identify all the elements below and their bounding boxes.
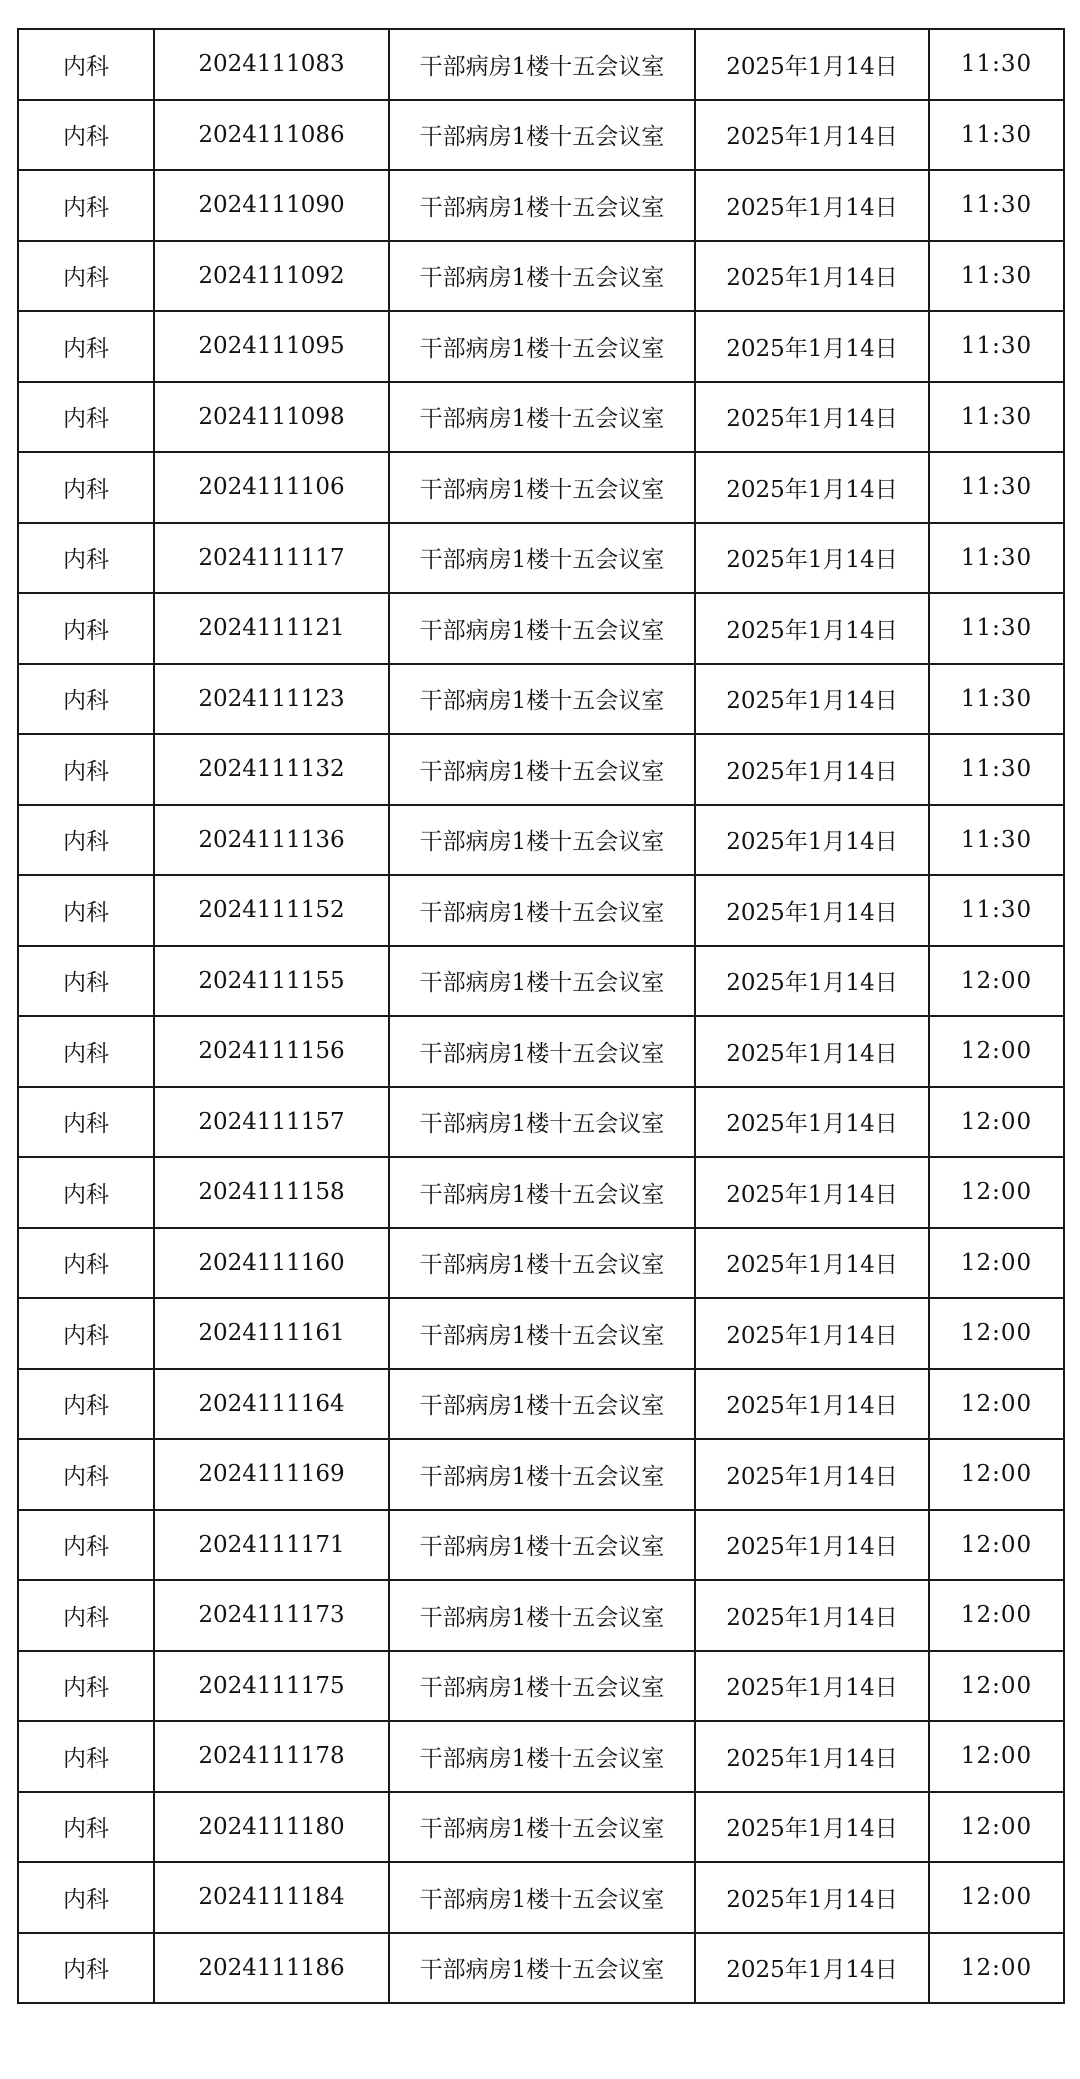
time-cell: 11:30 [929, 593, 1064, 664]
candidate-id-cell: 2024111090 [154, 170, 389, 241]
date-cell: 2025年1月14日 [695, 805, 929, 876]
time-cell: 11:30 [929, 523, 1064, 594]
candidate-id-cell: 2024111186 [154, 1933, 389, 2004]
department-cell: 内科 [18, 734, 154, 805]
candidate-id-cell: 2024111164 [154, 1369, 389, 1440]
candidate-id-cell: 2024111117 [154, 523, 389, 594]
table-row [18, 875, 1064, 946]
department-cell: 内科 [18, 1369, 154, 1440]
date-cell: 2025年1月14日 [695, 1792, 929, 1863]
department-cell: 内科 [18, 664, 154, 735]
table-row [18, 29, 1064, 100]
candidate-id-cell: 2024111132 [154, 734, 389, 805]
table-row [18, 946, 1064, 1017]
location-cell: 干部病房1楼十五会议室 [389, 170, 695, 241]
time-cell: 12:00 [929, 1439, 1064, 1510]
table-row [18, 1298, 1064, 1369]
date-cell: 2025年1月14日 [695, 241, 929, 312]
candidate-id-cell: 2024111169 [154, 1439, 389, 1510]
date-cell: 2025年1月14日 [695, 734, 929, 805]
candidate-id-cell: 2024111086 [154, 100, 389, 171]
table-body [18, 29, 1064, 2003]
candidate-id-cell: 2024111156 [154, 1016, 389, 1087]
department-cell: 内科 [18, 382, 154, 453]
table-row [18, 1792, 1064, 1863]
time-cell: 12:00 [929, 1721, 1064, 1792]
department-cell: 内科 [18, 593, 154, 664]
date-cell: 2025年1月14日 [695, 100, 929, 171]
location-cell: 干部病房1楼十五会议室 [389, 1651, 695, 1722]
table-row [18, 100, 1064, 171]
date-cell: 2025年1月14日 [695, 1369, 929, 1440]
time-cell: 11:30 [929, 100, 1064, 171]
time-cell: 11:30 [929, 170, 1064, 241]
candidate-id-cell: 2024111152 [154, 875, 389, 946]
location-cell: 干部病房1楼十五会议室 [389, 1369, 695, 1440]
date-cell: 2025年1月14日 [695, 523, 929, 594]
table-row [18, 1651, 1064, 1722]
location-cell: 干部病房1楼十五会议室 [389, 593, 695, 664]
date-cell: 2025年1月14日 [695, 1087, 929, 1158]
location-cell: 干部病房1楼十五会议室 [389, 805, 695, 876]
location-cell: 干部病房1楼十五会议室 [389, 664, 695, 735]
table-row [18, 1369, 1064, 1440]
date-cell: 2025年1月14日 [695, 1228, 929, 1299]
time-cell: 12:00 [929, 1651, 1064, 1722]
date-cell: 2025年1月14日 [695, 946, 929, 1017]
time-cell: 12:00 [929, 1157, 1064, 1228]
location-cell: 干部病房1楼十五会议室 [389, 523, 695, 594]
time-cell: 11:30 [929, 734, 1064, 805]
time-cell: 12:00 [929, 1862, 1064, 1933]
candidate-id-cell: 2024111178 [154, 1721, 389, 1792]
table-row [18, 382, 1064, 453]
candidate-id-cell: 2024111171 [154, 1510, 389, 1581]
department-cell: 内科 [18, 1228, 154, 1299]
date-cell: 2025年1月14日 [695, 593, 929, 664]
date-cell: 2025年1月14日 [695, 1721, 929, 1792]
department-cell: 内科 [18, 1439, 154, 1510]
location-cell: 干部病房1楼十五会议室 [389, 1228, 695, 1299]
department-cell: 内科 [18, 1298, 154, 1369]
department-cell: 内科 [18, 1792, 154, 1863]
department-cell: 内科 [18, 1087, 154, 1158]
candidate-id-cell: 2024111106 [154, 452, 389, 523]
candidate-id-cell: 2024111095 [154, 311, 389, 382]
location-cell: 干部病房1楼十五会议室 [389, 1510, 695, 1581]
time-cell: 11:30 [929, 382, 1064, 453]
candidate-id-cell: 2024111161 [154, 1298, 389, 1369]
date-cell: 2025年1月14日 [695, 170, 929, 241]
table-row [18, 593, 1064, 664]
location-cell: 干部病房1楼十五会议室 [389, 1933, 695, 2004]
time-cell: 12:00 [929, 1016, 1064, 1087]
time-cell: 12:00 [929, 1228, 1064, 1299]
time-cell: 11:30 [929, 241, 1064, 312]
department-cell: 内科 [18, 100, 154, 171]
table-row [18, 1087, 1064, 1158]
date-cell: 2025年1月14日 [695, 311, 929, 382]
date-cell: 2025年1月14日 [695, 382, 929, 453]
candidate-id-cell: 2024111157 [154, 1087, 389, 1158]
table-row [18, 805, 1064, 876]
table-row [18, 1933, 1064, 2004]
candidate-id-cell: 2024111155 [154, 946, 389, 1017]
department-cell: 内科 [18, 170, 154, 241]
candidate-id-cell: 2024111092 [154, 241, 389, 312]
candidate-id-cell: 2024111184 [154, 1862, 389, 1933]
location-cell: 干部病房1楼十五会议室 [389, 241, 695, 312]
date-cell: 2025年1月14日 [695, 1933, 929, 2004]
department-cell: 内科 [18, 875, 154, 946]
location-cell: 干部病房1楼十五会议室 [389, 734, 695, 805]
candidate-id-cell: 2024111158 [154, 1157, 389, 1228]
department-cell: 内科 [18, 1016, 154, 1087]
location-cell: 干部病房1楼十五会议室 [389, 1580, 695, 1651]
time-cell: 11:30 [929, 452, 1064, 523]
table-row [18, 452, 1064, 523]
department-cell: 内科 [18, 29, 154, 100]
candidate-id-cell: 2024111098 [154, 382, 389, 453]
department-cell: 内科 [18, 1862, 154, 1933]
date-cell: 2025年1月14日 [695, 1862, 929, 1933]
location-cell: 干部病房1楼十五会议室 [389, 452, 695, 523]
time-cell: 12:00 [929, 1580, 1064, 1651]
location-cell: 干部病房1楼十五会议室 [389, 1087, 695, 1158]
department-cell: 内科 [18, 1651, 154, 1722]
time-cell: 11:30 [929, 311, 1064, 382]
candidate-id-cell: 2024111121 [154, 593, 389, 664]
exam-schedule-table [17, 28, 1065, 2004]
time-cell: 11:30 [929, 805, 1064, 876]
table-row [18, 523, 1064, 594]
table-row [18, 241, 1064, 312]
time-cell: 12:00 [929, 1087, 1064, 1158]
time-cell: 12:00 [929, 946, 1064, 1017]
time-cell: 11:30 [929, 29, 1064, 100]
date-cell: 2025年1月14日 [695, 452, 929, 523]
date-cell: 2025年1月14日 [695, 664, 929, 735]
time-cell: 12:00 [929, 1792, 1064, 1863]
location-cell: 干部病房1楼十五会议室 [389, 1862, 695, 1933]
time-cell: 12:00 [929, 1933, 1064, 2004]
time-cell: 12:00 [929, 1298, 1064, 1369]
schedule-sheet [17, 28, 1063, 2004]
time-cell: 12:00 [929, 1510, 1064, 1581]
candidate-id-cell: 2024111083 [154, 29, 389, 100]
department-cell: 内科 [18, 1580, 154, 1651]
location-cell: 干部病房1楼十五会议室 [389, 29, 695, 100]
department-cell: 内科 [18, 311, 154, 382]
location-cell: 干部病房1楼十五会议室 [389, 100, 695, 171]
table-row [18, 1439, 1064, 1510]
department-cell: 内科 [18, 946, 154, 1017]
date-cell: 2025年1月14日 [695, 875, 929, 946]
candidate-id-cell: 2024111160 [154, 1228, 389, 1299]
date-cell: 2025年1月14日 [695, 1439, 929, 1510]
date-cell: 2025年1月14日 [695, 1580, 929, 1651]
department-cell: 内科 [18, 805, 154, 876]
location-cell: 干部病房1楼十五会议室 [389, 1439, 695, 1510]
department-cell: 内科 [18, 1721, 154, 1792]
location-cell: 干部病房1楼十五会议室 [389, 1157, 695, 1228]
table-row [18, 664, 1064, 735]
table-row [18, 734, 1064, 805]
time-cell: 12:00 [929, 1369, 1064, 1440]
location-cell: 干部病房1楼十五会议室 [389, 1298, 695, 1369]
time-cell: 11:30 [929, 875, 1064, 946]
table-row [18, 1580, 1064, 1651]
table-row [18, 1862, 1064, 1933]
date-cell: 2025年1月14日 [695, 29, 929, 100]
department-cell: 内科 [18, 523, 154, 594]
department-cell: 内科 [18, 452, 154, 523]
table-row [18, 1721, 1064, 1792]
location-cell: 干部病房1楼十五会议室 [389, 946, 695, 1017]
table-row [18, 1157, 1064, 1228]
candidate-id-cell: 2024111180 [154, 1792, 389, 1863]
location-cell: 干部病房1楼十五会议室 [389, 875, 695, 946]
date-cell: 2025年1月14日 [695, 1510, 929, 1581]
date-cell: 2025年1月14日 [695, 1157, 929, 1228]
table-row [18, 1016, 1064, 1087]
location-cell: 干部病房1楼十五会议室 [389, 1721, 695, 1792]
candidate-id-cell: 2024111136 [154, 805, 389, 876]
table-row [18, 170, 1064, 241]
time-cell: 11:30 [929, 664, 1064, 735]
date-cell: 2025年1月14日 [695, 1651, 929, 1722]
department-cell: 内科 [18, 1510, 154, 1581]
date-cell: 2025年1月14日 [695, 1298, 929, 1369]
location-cell: 干部病房1楼十五会议室 [389, 311, 695, 382]
candidate-id-cell: 2024111175 [154, 1651, 389, 1722]
department-cell: 内科 [18, 1933, 154, 2004]
location-cell: 干部病房1楼十五会议室 [389, 1016, 695, 1087]
department-cell: 内科 [18, 1157, 154, 1228]
table-row [18, 1228, 1064, 1299]
department-cell: 内科 [18, 241, 154, 312]
candidate-id-cell: 2024111123 [154, 664, 389, 735]
table-row [18, 311, 1064, 382]
candidate-id-cell: 2024111173 [154, 1580, 389, 1651]
table-row [18, 1510, 1064, 1581]
location-cell: 干部病房1楼十五会议室 [389, 1792, 695, 1863]
date-cell: 2025年1月14日 [695, 1016, 929, 1087]
location-cell: 干部病房1楼十五会议室 [389, 382, 695, 453]
